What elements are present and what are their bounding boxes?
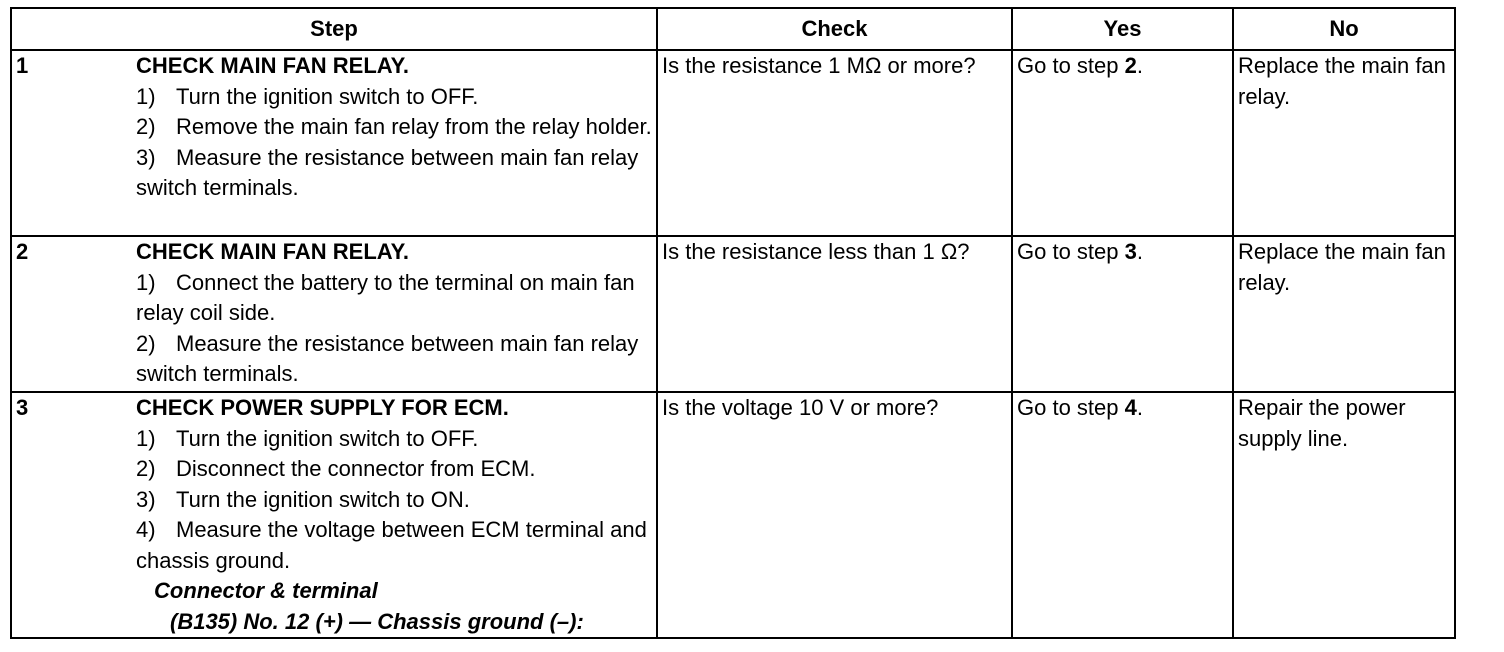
check-cell: Is the voltage 10 V or more?: [657, 392, 1012, 638]
step-instruction: 1) Turn the ignition switch to OFF.: [136, 425, 479, 451]
step-number: 3: [16, 395, 29, 420]
step-instruction: 2) Remove the main fan relay from the relay holder.: [136, 114, 652, 139]
header-check: Check: [657, 8, 1012, 50]
no-cell: Replace the main fan relay.: [1233, 50, 1455, 236]
header-step: Step: [11, 8, 657, 50]
step-number: 2: [16, 239, 29, 264]
no-cell: Replace the main fan relay.: [1233, 236, 1455, 392]
step-cell: [11, 236, 657, 392]
header-yes: Yes: [1012, 8, 1233, 50]
step-instruction: 4) Measure the voltage between ECM terminal and chassis ground.: [136, 517, 647, 573]
no-cell: Repair the power supply line.: [1233, 392, 1455, 638]
connector-value: (B135) No. 12 (+) — Chassis ground (–):: [170, 608, 584, 634]
step-cell: [11, 392, 657, 638]
diagnostic-table: [10, 7, 1456, 639]
step-title: CHECK POWER SUPPLY FOR ECM.: [136, 395, 509, 420]
table-row: [11, 392, 1455, 638]
yes-cell: Go to step 3.: [1012, 236, 1233, 392]
yes-cell: Go to step 4.: [1012, 392, 1233, 638]
connector-label: Connector & terminal: [154, 578, 378, 603]
step-instruction: 3) Turn the ignition switch to ON.: [136, 486, 470, 512]
table-row: [11, 236, 1455, 392]
step-title: CHECK MAIN FAN RELAY.: [136, 53, 409, 78]
header-no: No: [1233, 8, 1455, 50]
table-row: [11, 50, 1455, 236]
step-instruction: 3) Measure the resistance between main fan relay switch terminals.: [136, 144, 639, 200]
yes-cell: Go to step 2.: [1012, 50, 1233, 236]
check-cell: Is the resistance less than 1 Ω?: [657, 236, 1012, 392]
step-instruction: 2) Disconnect the connector from ECM.: [136, 456, 536, 481]
step-instruction: 1) Turn the ignition switch to OFF.: [136, 83, 479, 109]
step-instruction: 1) Connect the battery to the terminal on main fan relay coil side.: [136, 269, 635, 325]
check-cell: Is the resistance 1 MΩ or more?: [657, 50, 1012, 236]
step-instruction: 2) Measure the resistance between main fan relay switch terminals.: [136, 330, 639, 386]
step-number: 1: [16, 53, 29, 78]
step-cell: [11, 50, 657, 236]
header-row: [11, 8, 1455, 50]
step-title: CHECK MAIN FAN RELAY.: [136, 239, 409, 264]
